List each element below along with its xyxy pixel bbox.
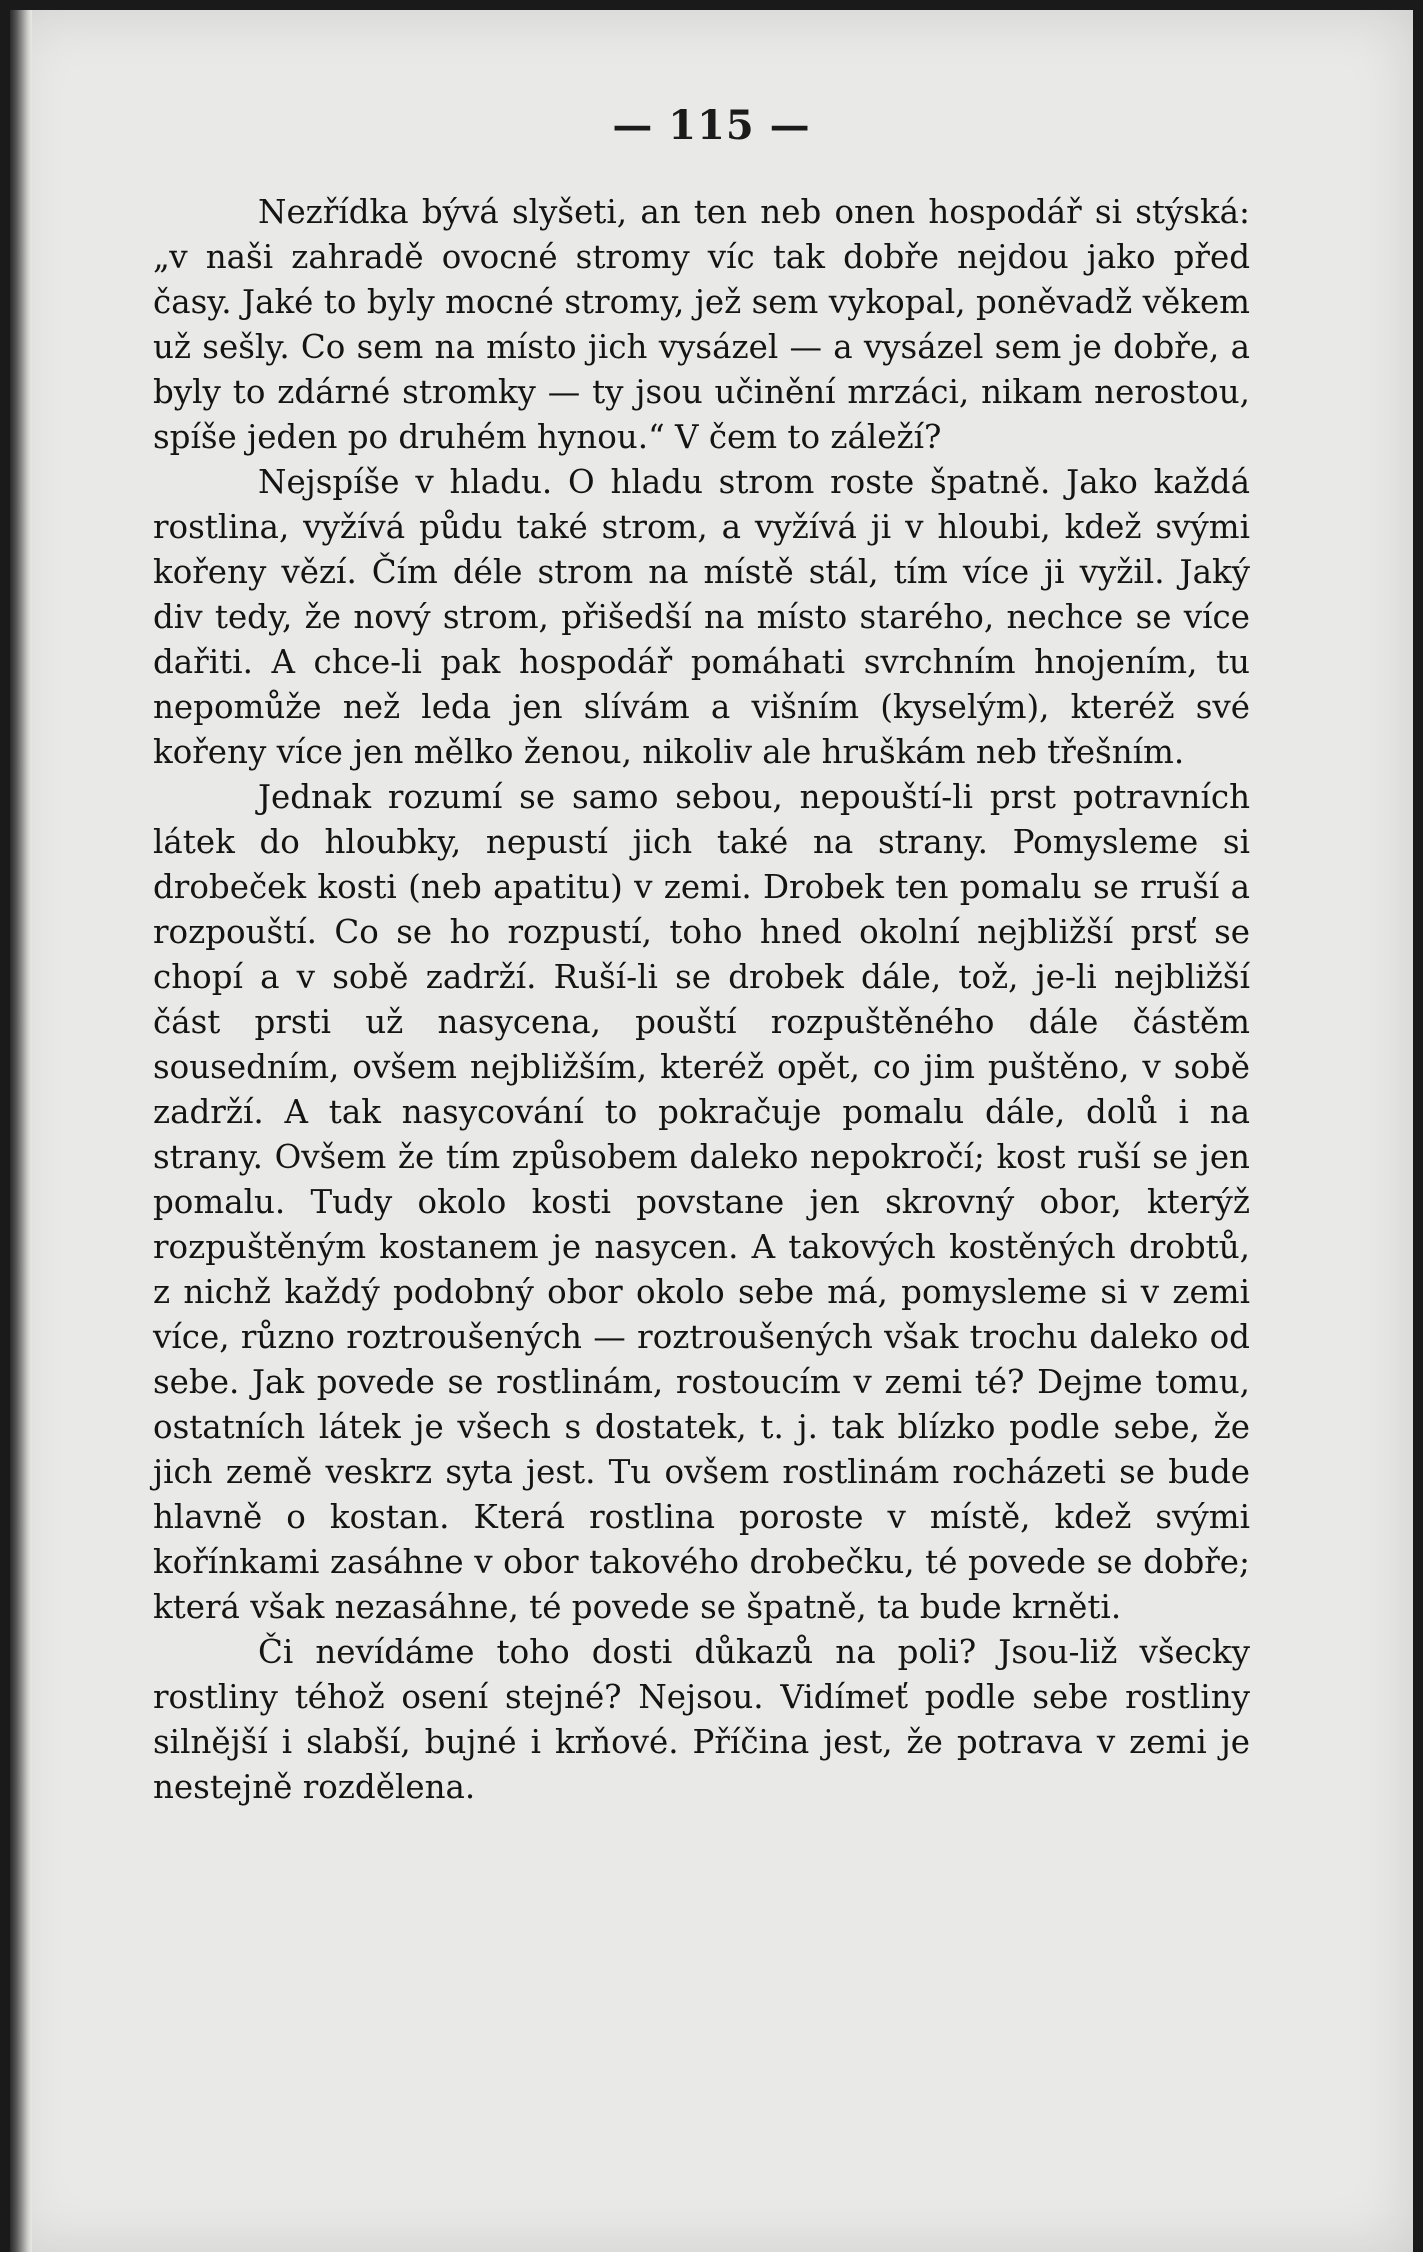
- paragraph-2: Nejspíše v hladu. O hladu strom roste špatně. Jako každá rostlina, vyžívá půdu také strom, a vyžívá ji v hloubi, kdež svými kořeny vězí. Čím déle strom na místě stál, tím více ji vyžil. Jaký div tedy, že nový strom, přišedší na místo starého, nechce se více dařiti. A chce-li pak hospodář pomáhati svrchním hnojením, tu nepomůže než leda jen slívám a višním (kyselým), kteréž své kořeny více jen mělko ženou, nikoliv ale hruškám neb třešním.: [153, 463, 1250, 771]
- page-binding-edge: [10, 10, 32, 2252]
- paragraph-4: Či nevídáme toho dosti důkazů na poli? Jsou-liž všecky rostliny téhož osení stejné? Nejsou. Vidímeť podle sebe rostliny silnější i slabší, bujné i krňové. Příčina jest, že potrava v zemi je nestejně rozdělena.: [153, 1633, 1250, 1806]
- page-text: [153, 190, 1250, 1810]
- paragraph-3: Jednak rozumí se samo sebou, nepouští-li prst potravních látek do hloubky, nepustí jich také na strany. Pomysleme si drobeček kosti (neb apatitu) v zemi. Drobek ten pomalu se rruší a rozpouští. Co se ho rozpustí, toho hned okolní nejbližší prsť se chopí a v sobě zadrží. Ruší-li se drobek dále, tož, je-li nejbližší část prsti už nasycena, pouští rozpuštěného dále částěm sousedním, ovšem nejbližším, kteréž opět, co jim puštěno, v sobě zadrží. A tak nasycování to pokračuje pomalu dále, dolů i na strany. Ovšem že tím způsobem daleko nepokročí; kost ruší se jen pomalu. Tudy okolo kosti povstane jen skrovný obor, kterýž rozpuštěným kostanem je nasycen. A takových kostěných drobtů, z nichž každý podobný obor okolo sebe má, pomysleme si v zemi více, různo roztroušených — roztroušených však trochu daleko od sebe. Jak povede se rostlinám, rostoucím v zemi té? Dejme tomu, ostatních látek je všech s dostatek, t. j. tak blízko podle sebe, že jich země veskrz syta jest. Tu ovšem rostlinám rocházeti se bude hlavně o kostan. Která rostlina poroste v místě, kdež svými kořínkami zasáhne v obor takového drobečku, té povede se dobře; která však nezasáhne, té povede se špatně, ta bude krněti.: [153, 778, 1250, 1626]
- scanned-page: [10, 10, 1413, 2252]
- page-number: — 115 —: [612, 102, 811, 149]
- paragraph-1: Nezřídka bývá slyšeti, an ten neb onen hospodář si stýská: „v naši zahradě ovocné stromy víc tak dobře nejdou jako před časy. Jaké to byly mocné stromy, jež sem vykopal, poněvadž věkem už sešly. Co sem na místo jich vysázel — a vysázel sem je dobře, a byly to zdárné stromky — ty jsou učinění mrzáci, nikam nerostou, spíše jeden po druhém hynou.“ V čem to záleží?: [153, 193, 1250, 456]
